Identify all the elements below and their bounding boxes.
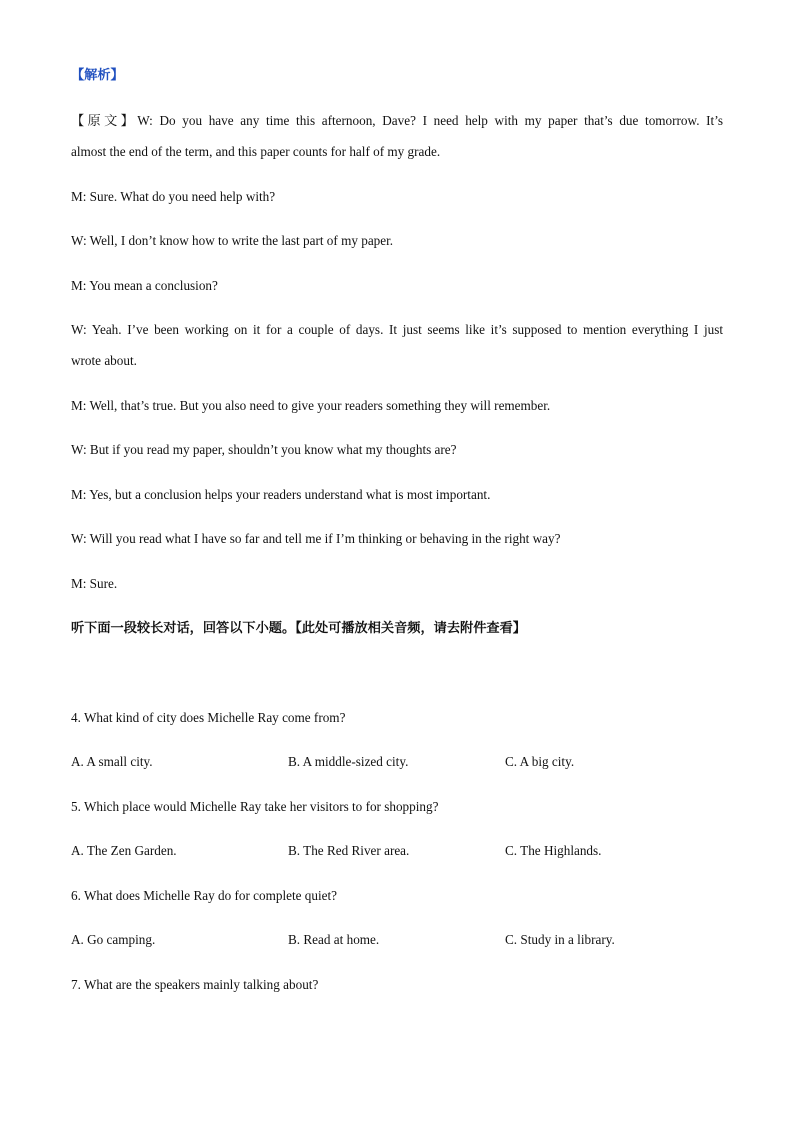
transcript-line: M: Well, that’s true. But you also need to give your readers something they will remember.: [71, 398, 551, 413]
option-b: B. Read at home.: [288, 932, 380, 947]
transcript-line: W: Well, I don’t know how to write the last part of my paper.: [71, 233, 394, 248]
question-6: 6. What does Michelle Ray do for complete quiet?: [71, 888, 337, 903]
transcript-line: M: Sure. What do you need help with?: [71, 189, 276, 204]
transcript-first-text: W: Do you have any time this afternoon, Dave? I need help with my paper that’s due tomorrow. It’s: [137, 113, 723, 128]
option-a: A. The Zen Garden.: [71, 843, 177, 858]
option-a: A. A small city.: [71, 754, 153, 769]
transcript-line: almost the end of the term, and this paper counts for half of my grade.: [71, 144, 441, 159]
option-b: B. The Red River area.: [288, 843, 410, 858]
analysis-heading: 【解析】: [71, 68, 124, 83]
option-b: B. A middle-sized city.: [288, 754, 409, 769]
question-7: 7. What are the speakers mainly talking about?: [71, 977, 319, 992]
option-a: A. Go camping.: [71, 932, 156, 947]
transcript-line: wrote about.: [71, 353, 137, 368]
transcript-line: W: But if you read my paper, shouldn’t you know what my thoughts are?: [71, 442, 457, 457]
transcript-first-line: [71, 112, 723, 131]
transcript-label: 【原文】: [71, 114, 138, 129]
listening-instruction: 听下面一段较长对话，回答以下小题。【此处可播放相关音频，请去附件查看】: [71, 621, 526, 636]
transcript-line: W: Yeah. I’ve been working on it for a couple of days. It just seems like it’s supposed to mention everything I just: [71, 322, 723, 337]
transcript-line: M: Sure.: [71, 576, 118, 591]
transcript-line: M: Yes, but a conclusion helps your readers understand what is most important.: [71, 487, 491, 502]
question-5: 5. Which place would Michelle Ray take her visitors to for shopping?: [71, 799, 439, 814]
transcript-line: W: Will you read what I have so far and tell me if I’m thinking or behaving in the right way?: [71, 531, 561, 546]
option-c: C. A big city.: [505, 754, 575, 769]
option-c: C. Study in a library.: [505, 932, 615, 947]
transcript-line: M: You mean a conclusion?: [71, 278, 218, 293]
question-4: 4. What kind of city does Michelle Ray come from?: [71, 710, 346, 725]
option-c: C. The Highlands.: [505, 843, 602, 858]
